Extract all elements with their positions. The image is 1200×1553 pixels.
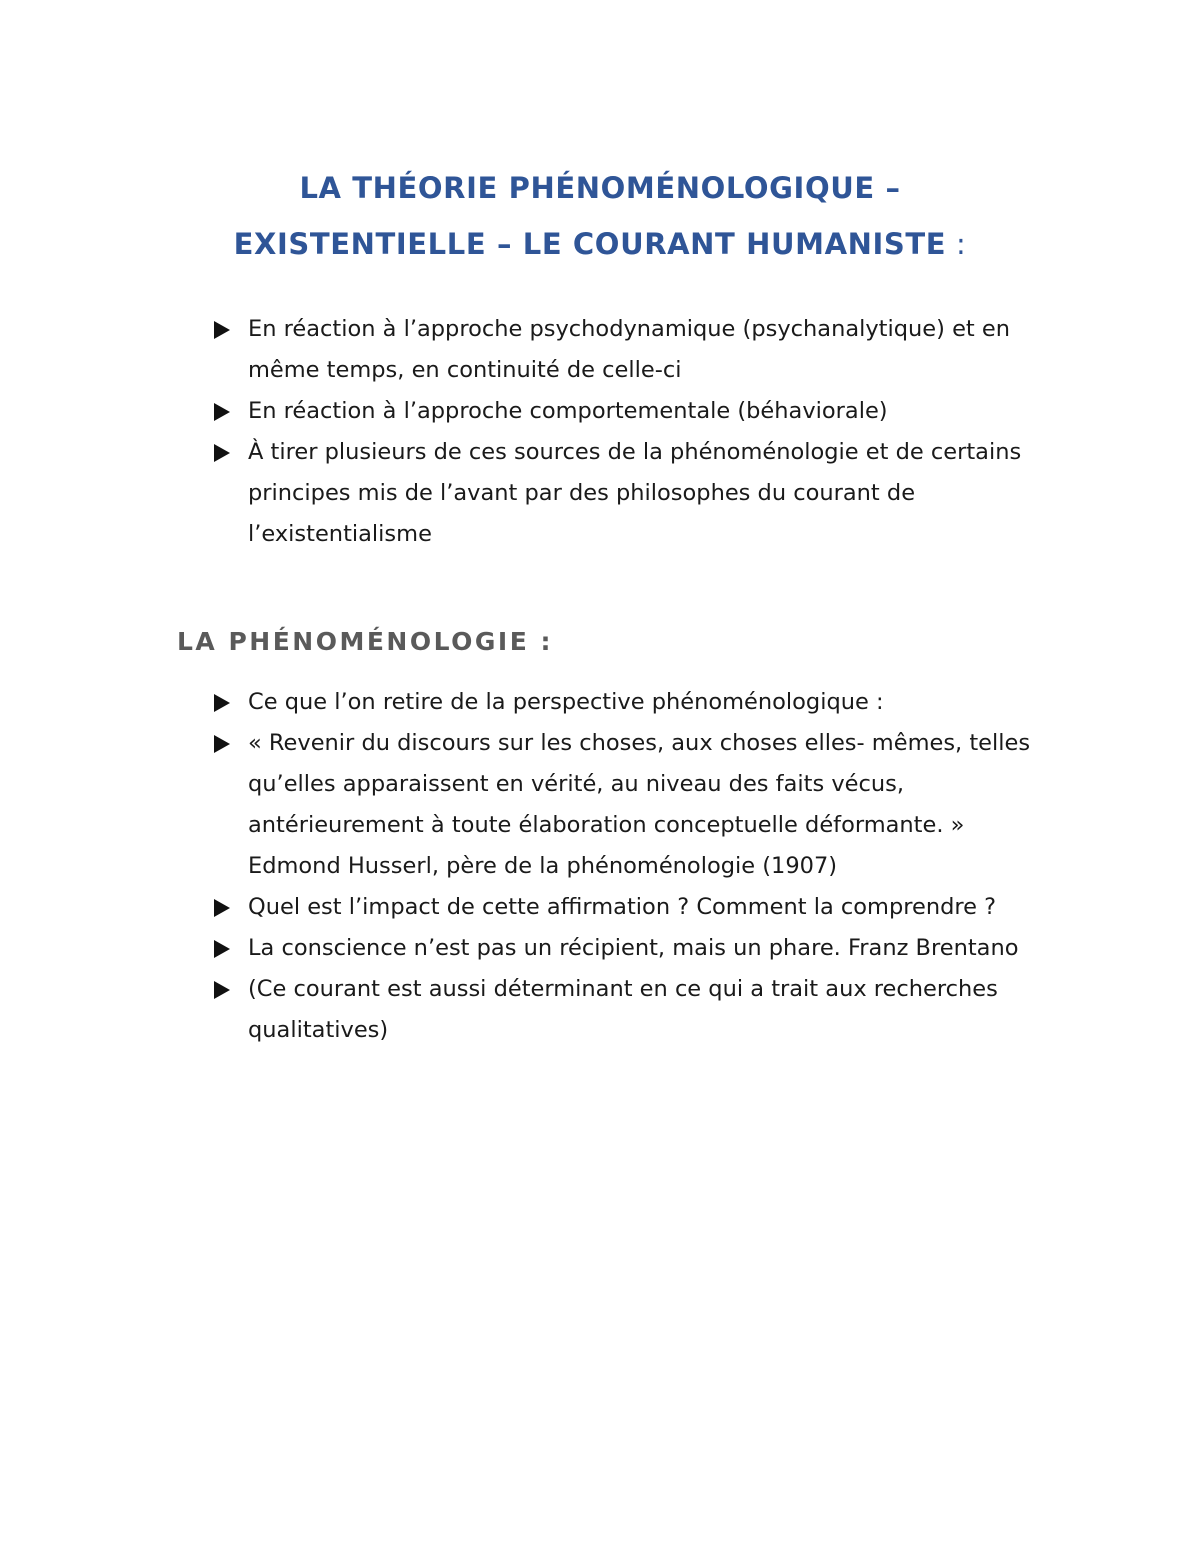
arrow-right-icon [214,694,230,712]
list-item [214,309,1034,391]
list-item-text: En réaction à l’approche psychodynamique (psychanalytique) et en même temps, en continuité de celle-ci [248,316,1010,383]
title-line-1: LA THÉORIE PHÉNOMÉNOLOGIQUE – [299,171,901,205]
arrow-right-icon [214,444,230,462]
list-item-text: (Ce courant est aussi déterminant en ce qui a trait aux recherches qualitatives) [248,976,998,1043]
list-item [214,928,1034,969]
list-item [214,682,1034,723]
arrow-right-icon [214,403,230,421]
arrow-right-icon [214,981,230,999]
list-item [214,391,1034,432]
arrow-right-icon [214,735,230,753]
section-heading: LA PHÉNOMÉNOLOGIE : [177,627,554,656]
arrow-right-icon [214,899,230,917]
list-item [214,969,1034,1051]
list-item [214,887,1034,928]
title-colon: : [946,227,967,261]
title-line-2: EXISTENTIELLE – LE COURANT HUMANISTE [233,227,947,261]
arrow-right-icon [214,940,230,958]
title-line-2-wrapper [150,216,1050,272]
page-title [150,160,1050,272]
list-item-text: Quel est l’impact de cette affirmation ? Comment la comprendre ? [248,894,997,920]
intro-bullet-list [214,309,1034,555]
list-item [214,723,1034,887]
list-item-text: Ce que l’on retire de la perspective phénoménologique : [248,689,884,715]
list-item-text: À tirer plusieurs de ces sources de la phénoménologie et de certains principes mis de l’avant par des philosophes du courant de l’existentialisme [248,439,1022,547]
arrow-right-icon [214,321,230,339]
list-item [214,432,1034,555]
list-item-text: « Revenir du discours sur les choses, aux choses elles- mêmes, telles qu’elles apparaissent en vérité, au niveau des faits vécus, antérieurement à toute élaboration conceptuelle déformante. » Edmond Husserl, père de la phénoménologie (1907) [248,730,1031,879]
list-item-text: En réaction à l’approche comportementale (béhaviorale) [248,398,888,424]
phenomenology-bullet-list [214,682,1034,1051]
list-item-text: La conscience n’est pas un récipient, mais un phare. Franz Brentano [248,935,1019,961]
